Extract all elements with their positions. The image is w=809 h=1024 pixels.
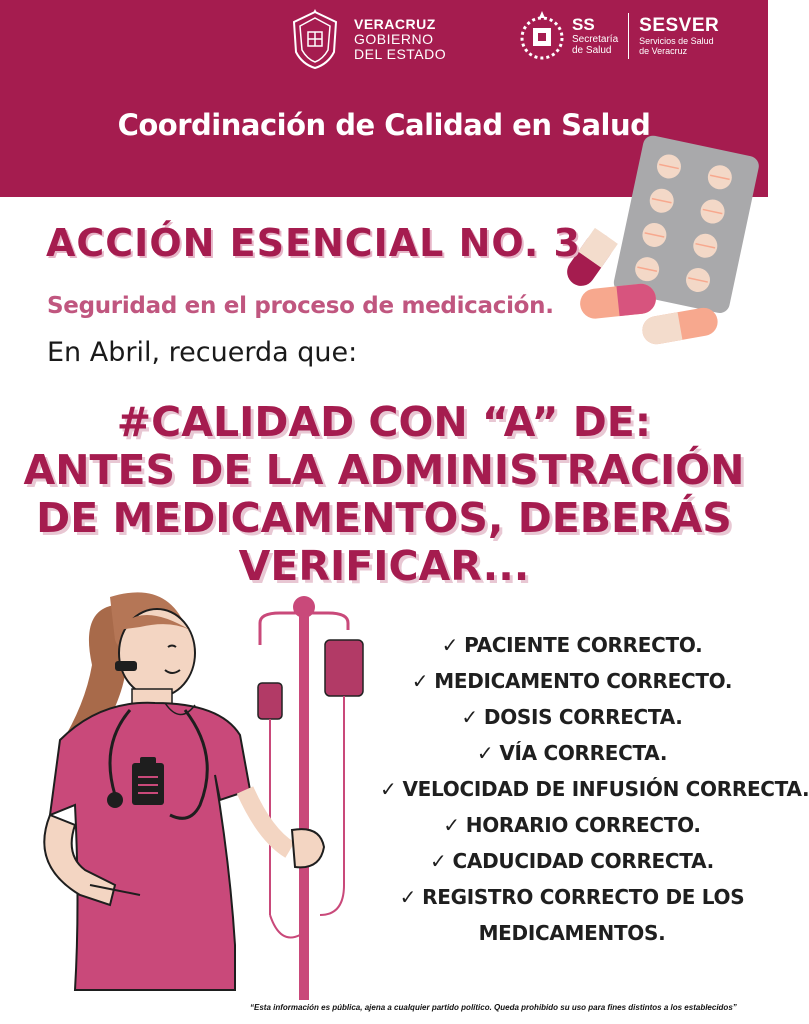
- headline: [0, 398, 768, 590]
- accion-title: ACCIÓN ESENCIAL NO. 3: [46, 221, 582, 265]
- check-icon: ✓: [443, 813, 460, 837]
- checklist-item: ✓ CADUCIDAD CORRECTA.: [430, 849, 714, 873]
- header-title: Coordinación de Calidad en Salud: [117, 108, 651, 142]
- ss-line2: de Salud: [572, 45, 612, 56]
- ss-abbr: SS: [572, 15, 595, 34]
- checklist-item: ✓ VELOCIDAD DE INFUSIÓN CORRECTA.: [380, 777, 809, 801]
- check-icon: ✓: [399, 885, 417, 909]
- checklist-item: ✓ DOSIS CORRECTA.: [461, 705, 683, 729]
- ss-line1: Secretaría: [572, 34, 619, 45]
- veracruz-line3: DEL ESTADO: [354, 45, 447, 62]
- nurse-illustration: [20, 585, 380, 1005]
- check-icon: ✓: [430, 849, 447, 873]
- headline-line-1: #CALIDAD CON “A” DE:: [116, 398, 652, 446]
- intro-text: En Abril, recuerda que:: [47, 337, 358, 368]
- veracruz-logo: [288, 8, 446, 70]
- checklist-item: ✓ VÍA CORRECTA.: [476, 741, 668, 765]
- checklist-item: ✓ PACIENTE CORRECTO.: [441, 633, 703, 657]
- veracruz-line2: GOBIERNO: [354, 30, 434, 47]
- check-icon: ✓: [411, 669, 429, 693]
- veracruz-seal-icon: [288, 8, 342, 70]
- checklist-item: ✓ HORARIO CORRECTO.: [443, 813, 701, 837]
- ss-seal-icon: [518, 8, 566, 64]
- ss-sesver-logo: [518, 8, 719, 64]
- pill-blister-icon: [560, 126, 760, 346]
- headline-line-2: ANTES DE LA ADMINISTRACIÓN: [23, 446, 745, 494]
- headline-line-4: VERIFICAR...: [238, 542, 530, 590]
- checklist-item: ✓ MEDICAMENTO CORRECTO.: [411, 669, 733, 693]
- sesver-line1: Servicios de Salud: [639, 36, 714, 46]
- subtitle: Seguridad en el proceso de medicación.: [47, 293, 554, 319]
- sesver-name: SESVER: [639, 15, 720, 36]
- checklist: [380, 627, 809, 951]
- iv-drip-icon: [258, 596, 363, 1000]
- footer-disclaimer: “Esta información es pública, ajena a cualquier partido político. Queda prohibido su uso para fines distintos a los establecidos”: [250, 1003, 737, 1012]
- check-icon: ✓: [461, 705, 478, 729]
- checklist-item: ✓ REGISTRO CORRECTO DE LOS MEDICAMENTOS.: [380, 879, 764, 951]
- check-icon: ✓: [476, 741, 494, 765]
- check-icon: ✓: [441, 633, 459, 657]
- sesver-line2: de Veracruz: [639, 46, 688, 56]
- checklist-continuation: MEDICAMENTOS.: [478, 921, 666, 945]
- logo-divider: [628, 13, 629, 59]
- check-icon: ✓: [380, 777, 397, 801]
- headline-line-3: DE MEDICAMENTOS, DEBERÁS: [36, 494, 732, 542]
- veracruz-line1: VERACRUZ: [354, 15, 436, 32]
